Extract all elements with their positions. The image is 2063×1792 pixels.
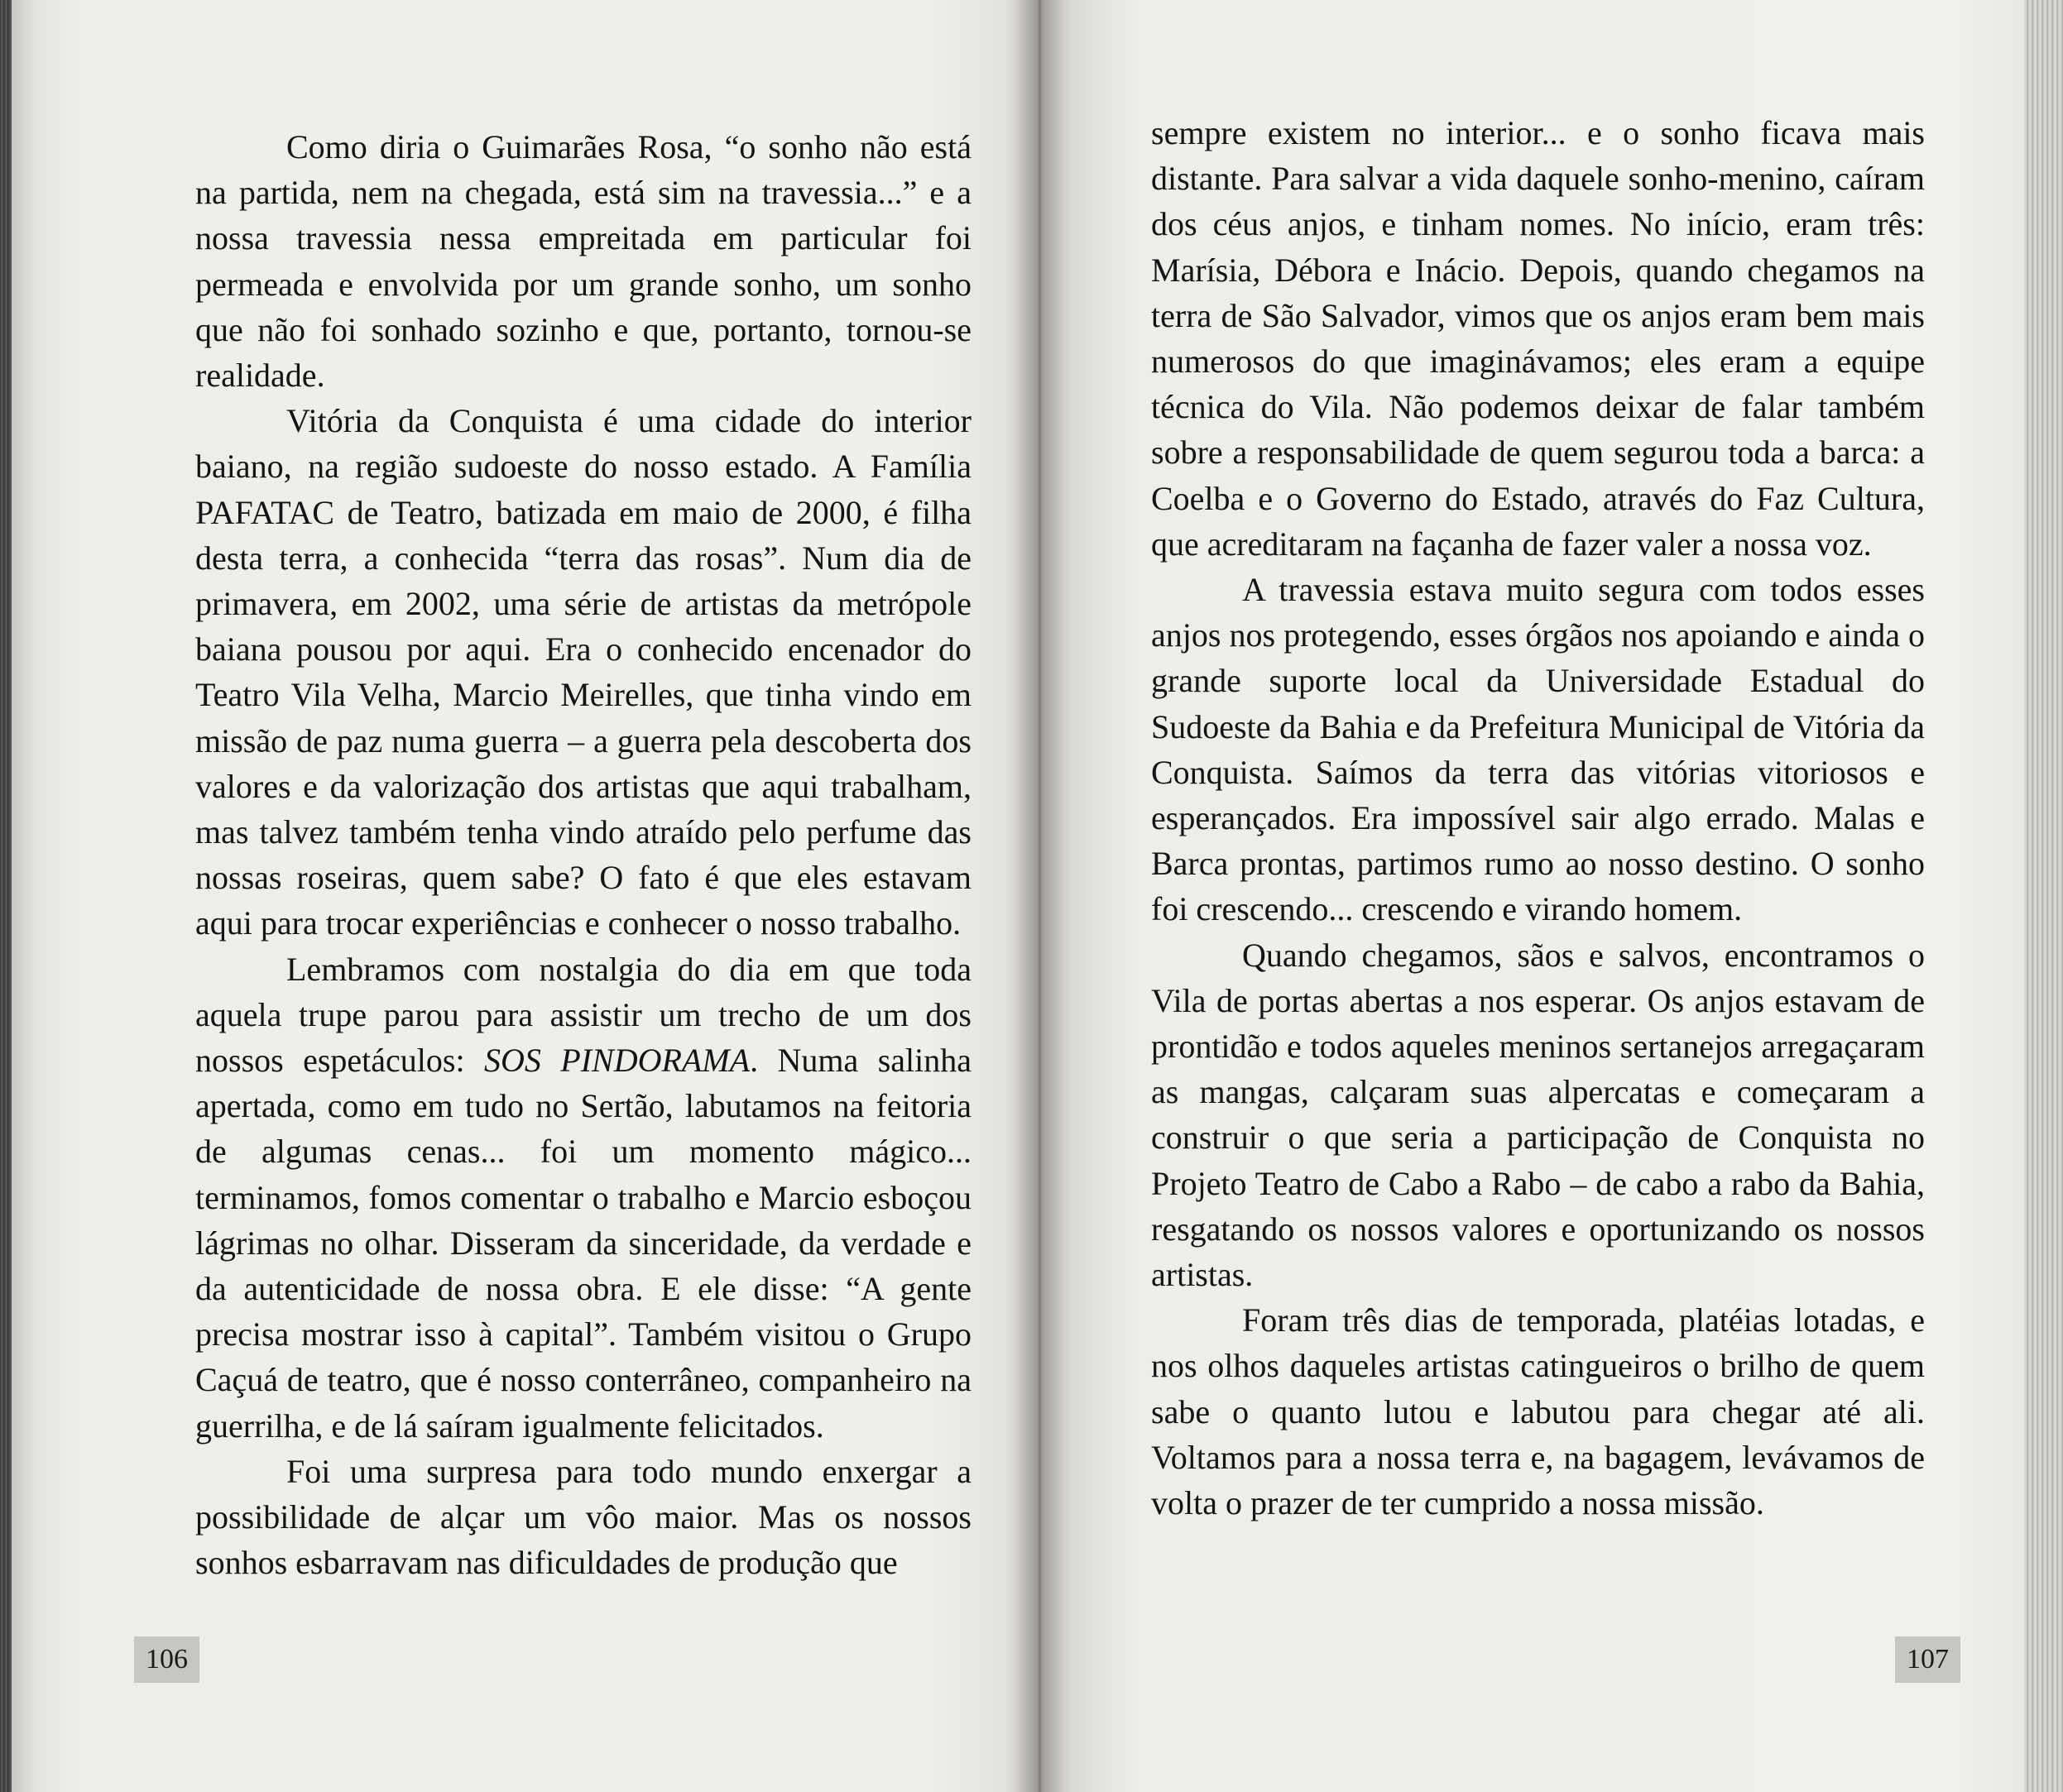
page-number-left: 106 xyxy=(134,1636,199,1683)
left-paragraph-4: Foi uma surpresa para todo mundo enxergar a possibilidade de alçar um vôo maior. Mas os nossos sonhos esbarravam nas dificuldades de produção que xyxy=(195,1452,972,1582)
left-paragraph-1: Como diria o Guimarães Rosa, “o sonho não está na partida, nem na chegada, está sim na travessia...” e a nossa travessia nessa empreitada em particular foi permeada e envolvida por um grande sonho, um sonho que não foi sonhado sozinho e que, portanto, tornou-se realidade. xyxy=(195,128,972,395)
left-paragraph-3 xyxy=(195,946,972,1449)
page-number-right: 107 xyxy=(1895,1636,1960,1683)
right-paragraph-4: Foram três dias de temporada, platéias lotadas, e nos olhos daqueles artistas catingueiros o brilho de quem sabe o quanto lutou e labutou para chegar até ali. Voltamos para a nossa terra e, na bagagem, levávamos de volta o prazer de ter cumprido a nossa missão. xyxy=(1151,1301,1925,1522)
left-paragraph-3-start: Lembramos com nostalgia do dia em que toda aquela trupe parou para assistir um trecho de um dos nossos espetáculos: xyxy=(195,950,972,1080)
book-cover-edge xyxy=(0,0,12,1792)
right-page-text xyxy=(1151,110,1925,1526)
left-paragraph-3-end: . Numa salinha apertada, como em tudo no Sertão, labutamos na feitoria de algumas cenas... foi um momento mágico... terminamos, fomos comentar o trabalho e Marcio esboçou lágrimas no olhar. Disseram da sinceridade, da verdade e da autenticidade de nossa obra. E ele disse: “A gente precisa mostrar isso à capital”. Também visitou o Grupo Caçuá de teatro, que é nosso conterrâneo, companheiro na guerrilha, e de lá saíram igualmente felicitados. xyxy=(195,1042,972,1445)
right-paragraph-2: A travessia estava muito segura com todos esses anjos nos protegendo, esses órgãos nos apoiando e ainda o grande suporte local da Universidade Estadual do Sudoeste da Bahia e da Prefeitura Municipal de Vitória da Conquista. Saímos da terra das vitórias vitoriosos e esperançados. Era impossível sair algo errado. Malas e Barca prontas, partimos rumo ao nosso destino. O sonho foi crescendo... crescendo e virando homem. xyxy=(1151,571,1925,928)
page-stack-edge xyxy=(2024,0,2063,1792)
left-page xyxy=(12,0,1039,1792)
play-title: SOS PINDORAMA xyxy=(484,1042,751,1080)
left-page-text xyxy=(195,124,972,1586)
left-paragraph-2: Vitória da Conquista é uma cidade do interior baiano, na região sudoeste do nosso estado. A Família PAFATAC de Teatro, batizada em maio de 2000, é filha desta terra, a conhecida “terra das rosas”. Num dia de primavera, em 2002, uma série de artistas da metrópole baiana pousou por aqui. Era o conhecido encenador do Teatro Vila Velha, Marcio Meirelles, que tinha vindo em missão de paz numa guerra – a guerra pela descoberta dos valores e da valorização dos artistas que aqui trabalham, mas talvez também tenha vindo atraído pelo perfume das nossas roseiras, quem sabe? O fato é que eles estavam aqui para trocar experiências e conhecer o nosso trabalho. xyxy=(195,402,972,942)
right-page xyxy=(1039,0,2024,1792)
right-paragraph-3: Quando chegamos, sãos e salvos, encontramos o Vila de portas abertas a nos esperar. Os anjos estavam de prontidão e todos aqueles meninos sertanejos arregaçaram as mangas, calçaram suas alpercatas e começaram a construir o que seria a participação de Conquista no Projeto Teatro de Cabo a Rabo – de cabo a rabo da Bahia, resgatando os nossos valores e oportunizando os nossos artistas. xyxy=(1151,936,1925,1294)
right-paragraph-1: sempre existem no interior... e o sonho ficava mais distante. Para salvar a vida daquele sonho-menino, caíram dos céus anjos, e tinham nomes. No início, eram três: Marísia, Débora e Inácio. Depois, quando chegamos na terra de São Salvador, vimos que os anjos eram bem mais numerosos do que imaginávamos; eles eram a equipe técnica do Vila. Não podemos deixar de falar também sobre a responsabilidade de quem segurou toda a barca: a Coelba e o Governo do Estado, através do Faz Cultura, que acreditaram na façanha de fazer valer a nossa voz. xyxy=(1151,114,1925,563)
